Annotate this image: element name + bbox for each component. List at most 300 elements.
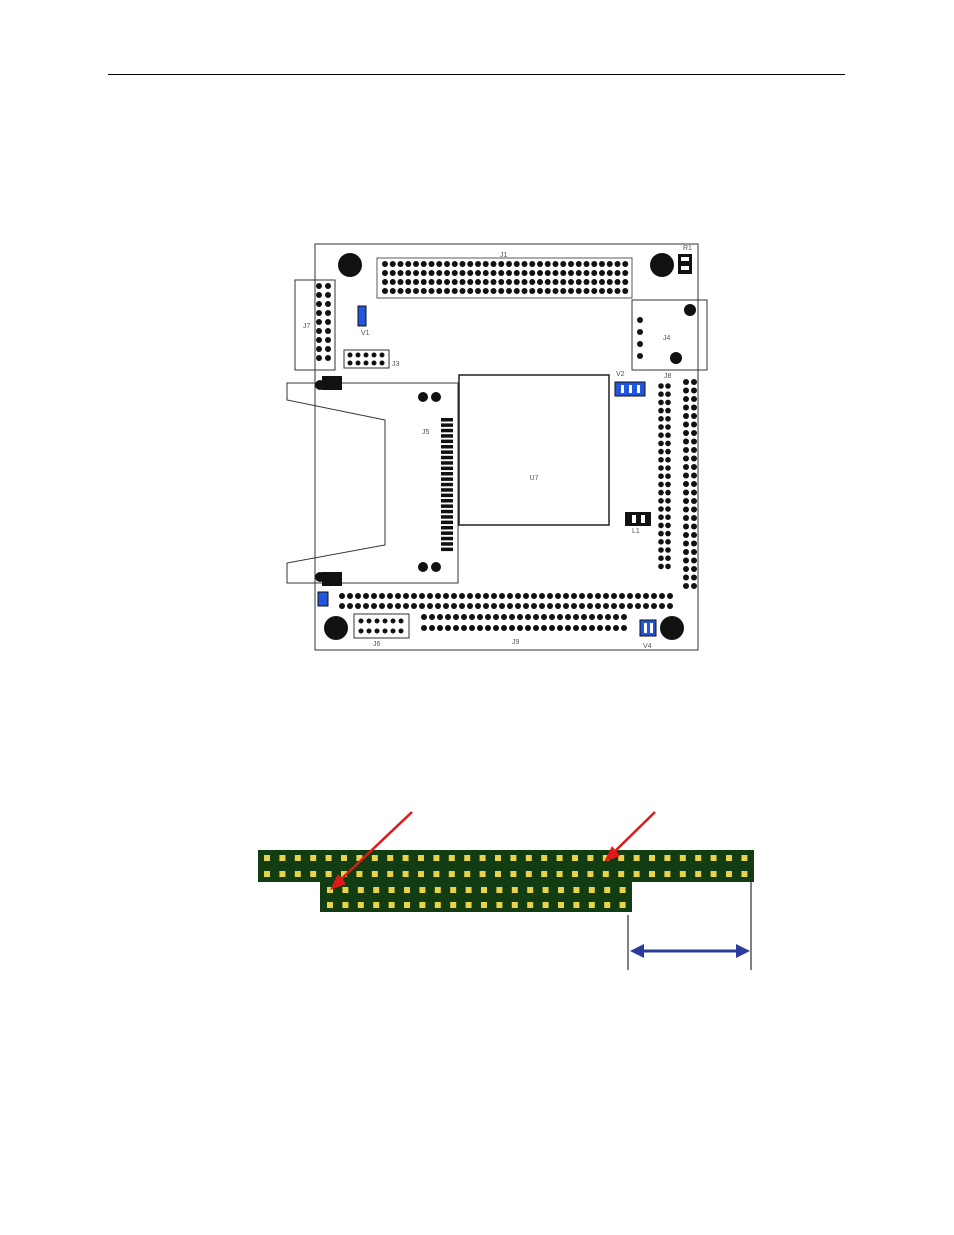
v2-label: V2 xyxy=(616,371,625,378)
cf-pin xyxy=(441,418,453,422)
pin xyxy=(658,482,664,488)
pin xyxy=(460,279,466,285)
header-pad xyxy=(572,871,578,877)
header-pad xyxy=(557,871,563,877)
pin xyxy=(691,541,697,547)
pin xyxy=(658,400,664,406)
cf-pin xyxy=(441,542,453,546)
pin xyxy=(444,288,450,294)
pin xyxy=(589,614,595,620)
pin xyxy=(541,625,547,631)
pin xyxy=(429,270,435,276)
pin xyxy=(597,625,603,631)
header-pad xyxy=(618,871,624,877)
header-pad xyxy=(543,902,549,908)
pin xyxy=(443,603,449,609)
pin xyxy=(599,279,605,285)
pin xyxy=(325,283,331,289)
pin xyxy=(667,603,673,609)
pin xyxy=(658,506,664,512)
pin xyxy=(348,353,353,358)
cf-pin xyxy=(441,467,453,471)
pin xyxy=(316,292,322,298)
pin xyxy=(683,447,689,453)
pin xyxy=(683,498,689,504)
pin xyxy=(568,288,574,294)
pin xyxy=(375,619,380,624)
pin xyxy=(467,279,473,285)
pin xyxy=(491,270,497,276)
pin xyxy=(613,625,619,631)
pin xyxy=(622,270,628,276)
pin xyxy=(443,593,449,599)
pin xyxy=(382,288,388,294)
pin xyxy=(622,279,628,285)
pin xyxy=(491,593,497,599)
pin xyxy=(691,439,697,445)
pin xyxy=(579,593,585,599)
pin xyxy=(515,593,521,599)
pin xyxy=(325,337,331,343)
header-pad xyxy=(557,855,563,861)
pin xyxy=(507,603,513,609)
header-pad xyxy=(449,871,455,877)
header-pad xyxy=(387,871,393,877)
pin xyxy=(683,549,689,555)
pin xyxy=(683,507,689,513)
pin xyxy=(571,603,577,609)
pin xyxy=(483,593,489,599)
pin xyxy=(691,473,697,479)
header-pad xyxy=(373,902,379,908)
pin xyxy=(579,603,585,609)
cf-pin xyxy=(441,531,453,535)
pin xyxy=(382,261,388,267)
pin xyxy=(461,614,467,620)
pin xyxy=(421,279,427,285)
pin xyxy=(427,603,433,609)
pin xyxy=(375,629,380,634)
pin xyxy=(665,449,671,455)
pin xyxy=(659,593,665,599)
pin xyxy=(325,346,331,352)
pin xyxy=(557,614,563,620)
header-pad xyxy=(573,887,579,893)
pin xyxy=(529,288,535,294)
pin xyxy=(451,593,457,599)
pin xyxy=(436,270,442,276)
pin xyxy=(429,614,435,620)
pin xyxy=(683,405,689,411)
pin xyxy=(509,614,515,620)
pin xyxy=(691,490,697,496)
pin xyxy=(453,614,459,620)
pin xyxy=(421,288,427,294)
pin xyxy=(637,341,643,347)
pin xyxy=(665,424,671,430)
header-pad xyxy=(481,887,487,893)
pin xyxy=(459,593,465,599)
header-pad xyxy=(480,855,486,861)
mounting-hole xyxy=(670,352,682,364)
pin xyxy=(589,625,595,631)
j4-label: J4 xyxy=(663,335,671,342)
pin xyxy=(475,593,481,599)
pin xyxy=(379,593,385,599)
pin xyxy=(658,424,664,430)
pin xyxy=(411,603,417,609)
pin xyxy=(659,603,665,609)
pin xyxy=(460,288,466,294)
pin xyxy=(665,408,671,414)
pin xyxy=(665,473,671,479)
cf-pin xyxy=(441,423,453,427)
l1-label: L1 xyxy=(632,528,640,535)
header-pad xyxy=(450,902,456,908)
pin xyxy=(467,593,473,599)
pin xyxy=(419,603,425,609)
pin xyxy=(665,523,671,529)
header-pad xyxy=(449,855,455,861)
pin xyxy=(691,413,697,419)
header-pad xyxy=(526,871,532,877)
header-pad xyxy=(495,855,501,861)
header-pad xyxy=(510,871,516,877)
pin xyxy=(691,524,697,530)
pin xyxy=(658,547,664,553)
pin xyxy=(355,603,361,609)
pin xyxy=(635,593,641,599)
header-pad xyxy=(496,902,502,908)
header-pad xyxy=(527,902,533,908)
header-pad xyxy=(464,855,470,861)
pin xyxy=(665,383,671,389)
header-pad xyxy=(419,902,425,908)
pin xyxy=(398,279,404,285)
pin xyxy=(475,261,481,267)
pin xyxy=(453,625,459,631)
pin xyxy=(411,593,417,599)
pin xyxy=(607,261,613,267)
pin xyxy=(413,288,419,294)
header-pad xyxy=(711,855,717,861)
header-pad xyxy=(435,902,441,908)
cf-card-outline xyxy=(287,383,458,583)
pin xyxy=(683,532,689,538)
pin xyxy=(429,288,435,294)
pin xyxy=(658,514,664,520)
pin xyxy=(605,614,611,620)
cf-pin xyxy=(441,477,453,481)
switch-block xyxy=(322,376,342,390)
pin xyxy=(584,270,590,276)
pin xyxy=(390,288,396,294)
header-pad xyxy=(372,855,378,861)
cf-pin xyxy=(441,510,453,514)
pin xyxy=(475,603,481,609)
header-pad xyxy=(680,871,686,877)
cf-pin xyxy=(441,472,453,476)
header-pad xyxy=(389,887,395,893)
pin xyxy=(665,457,671,463)
pin xyxy=(599,261,605,267)
pin xyxy=(498,261,504,267)
pin xyxy=(498,288,504,294)
r1-component xyxy=(678,254,692,274)
cf-pin xyxy=(441,461,453,465)
cf-pin xyxy=(441,450,453,454)
pin xyxy=(547,603,553,609)
pin xyxy=(683,524,689,530)
pin xyxy=(501,614,507,620)
pin xyxy=(665,432,671,438)
pin xyxy=(573,614,579,620)
pin xyxy=(683,430,689,436)
pin xyxy=(545,261,551,267)
pin xyxy=(517,625,523,631)
pin xyxy=(436,288,442,294)
pin xyxy=(691,464,697,470)
pin xyxy=(437,614,443,620)
pin xyxy=(621,614,627,620)
pin xyxy=(537,261,543,267)
pin xyxy=(545,288,551,294)
pin xyxy=(643,603,649,609)
pin xyxy=(665,514,671,520)
pin xyxy=(531,593,537,599)
blue-arrow-head-left xyxy=(630,944,644,958)
pin xyxy=(347,593,353,599)
pin xyxy=(599,270,605,276)
header-pad xyxy=(695,855,701,861)
pin xyxy=(485,614,491,620)
header-pad xyxy=(711,871,717,877)
header-pad xyxy=(620,902,626,908)
pin xyxy=(557,625,563,631)
pin xyxy=(658,539,664,545)
pin xyxy=(363,593,369,599)
pin xyxy=(452,261,458,267)
pin xyxy=(316,283,322,289)
pin xyxy=(560,261,566,267)
pin xyxy=(444,261,450,267)
pin xyxy=(498,279,504,285)
pin xyxy=(683,583,689,589)
pin xyxy=(615,270,621,276)
pin xyxy=(665,441,671,447)
pin xyxy=(325,328,331,334)
header-pad xyxy=(664,871,670,877)
pin xyxy=(637,353,643,359)
mounting-hole xyxy=(324,616,348,640)
pin xyxy=(475,279,481,285)
pin xyxy=(399,619,404,624)
pin xyxy=(421,261,427,267)
pin xyxy=(461,625,467,631)
header-pad xyxy=(372,871,378,877)
pin xyxy=(436,279,442,285)
jumper-v4 xyxy=(640,620,656,636)
pin xyxy=(691,379,697,385)
pin xyxy=(691,430,697,436)
pin xyxy=(371,593,377,599)
pin xyxy=(568,270,574,276)
pin xyxy=(359,629,364,634)
pin xyxy=(445,614,451,620)
pin xyxy=(607,279,613,285)
pin xyxy=(405,288,411,294)
header-pad xyxy=(541,871,547,877)
pin xyxy=(421,614,427,620)
pin xyxy=(658,555,664,561)
pin xyxy=(493,625,499,631)
pin xyxy=(665,531,671,537)
pin xyxy=(347,603,353,609)
pin xyxy=(483,261,489,267)
pin xyxy=(665,482,671,488)
board-layout-diagram xyxy=(270,236,720,656)
header-pad xyxy=(512,887,518,893)
pin xyxy=(477,625,483,631)
v4-label: V4 xyxy=(643,643,652,650)
pin xyxy=(398,270,404,276)
pin xyxy=(517,614,523,620)
pin xyxy=(591,261,597,267)
pin xyxy=(372,353,377,358)
pin xyxy=(603,603,609,609)
pin xyxy=(565,614,571,620)
pin xyxy=(683,439,689,445)
pin xyxy=(611,593,617,599)
header-pad xyxy=(620,887,626,893)
pin xyxy=(665,416,671,422)
header-pad xyxy=(358,887,364,893)
pin xyxy=(658,432,664,438)
pin xyxy=(413,270,419,276)
pin xyxy=(683,558,689,564)
pin xyxy=(658,523,664,529)
pin xyxy=(603,593,609,599)
pin xyxy=(691,447,697,453)
pin xyxy=(597,614,603,620)
pin xyxy=(635,603,641,609)
pin xyxy=(452,279,458,285)
pin xyxy=(658,564,664,570)
header-pad xyxy=(589,902,595,908)
header-pad xyxy=(466,887,472,893)
pin xyxy=(483,288,489,294)
pin xyxy=(683,388,689,394)
pin xyxy=(581,614,587,620)
pin xyxy=(683,464,689,470)
pin xyxy=(665,498,671,504)
pin xyxy=(691,515,697,521)
jumper-v2 xyxy=(615,382,645,396)
pin xyxy=(514,261,520,267)
header-pad xyxy=(342,902,348,908)
pin xyxy=(469,614,475,620)
cf-pin xyxy=(441,440,453,444)
pin xyxy=(691,388,697,394)
header-rule xyxy=(108,74,845,75)
pin xyxy=(537,270,543,276)
pin xyxy=(403,593,409,599)
pin xyxy=(444,279,450,285)
header-pad xyxy=(373,887,379,893)
pin xyxy=(469,625,475,631)
pin xyxy=(537,279,543,285)
header-pad xyxy=(403,871,409,877)
pin xyxy=(467,288,473,294)
header-pad xyxy=(418,871,424,877)
pin xyxy=(545,270,551,276)
pin xyxy=(683,396,689,402)
pin xyxy=(691,422,697,428)
pin xyxy=(429,261,435,267)
pin xyxy=(525,625,531,631)
pin xyxy=(683,541,689,547)
cf-pin xyxy=(441,429,453,433)
pin xyxy=(658,531,664,537)
pin xyxy=(367,619,372,624)
header-pad xyxy=(279,855,285,861)
header-pad xyxy=(603,871,609,877)
pin xyxy=(477,614,483,620)
pin xyxy=(379,603,385,609)
pin xyxy=(403,603,409,609)
pin xyxy=(605,625,611,631)
pin xyxy=(419,593,425,599)
pin xyxy=(467,603,473,609)
pin xyxy=(576,279,582,285)
j6-outline xyxy=(354,614,409,638)
pin xyxy=(491,288,497,294)
pin xyxy=(658,457,664,463)
pin xyxy=(506,288,512,294)
pin xyxy=(382,279,388,285)
pin xyxy=(452,270,458,276)
j9-label: J9 xyxy=(512,639,520,646)
pin xyxy=(553,261,559,267)
pin xyxy=(665,391,671,397)
j5-label: J5 xyxy=(422,429,430,436)
pin xyxy=(491,279,497,285)
pin xyxy=(436,261,442,267)
pin xyxy=(509,625,515,631)
header-pad xyxy=(404,902,410,908)
pin xyxy=(658,383,664,389)
header-pad xyxy=(341,855,347,861)
header-pad xyxy=(295,871,301,877)
header-pad xyxy=(435,887,441,893)
header-pad xyxy=(480,871,486,877)
pin xyxy=(316,346,322,352)
pin xyxy=(339,603,345,609)
pin xyxy=(498,270,504,276)
u7-chip xyxy=(459,375,609,525)
header-pad xyxy=(342,887,348,893)
pin xyxy=(475,288,481,294)
header-pad xyxy=(418,855,424,861)
header-pad xyxy=(481,902,487,908)
pin xyxy=(691,405,697,411)
header-pad xyxy=(680,855,686,861)
pin xyxy=(316,310,322,316)
pin xyxy=(429,625,435,631)
u7-label: U7 xyxy=(529,475,539,482)
header-pad xyxy=(526,855,532,861)
pin xyxy=(475,270,481,276)
